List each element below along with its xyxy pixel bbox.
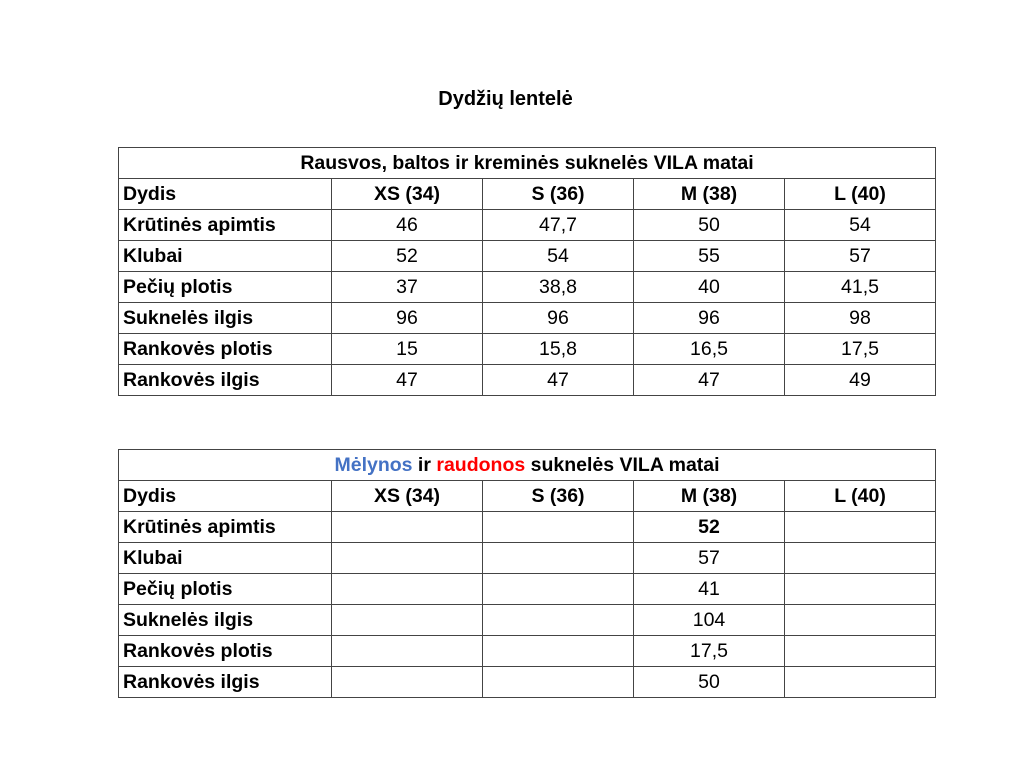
- table-row: [119, 334, 936, 365]
- table-cell: [483, 574, 634, 605]
- table-row: [119, 605, 936, 636]
- size-table-1: [118, 147, 936, 396]
- page-title: Dydžių lentelė: [438, 88, 573, 110]
- table-cell: 49: [785, 365, 936, 396]
- row-label: Pečių plotis: [119, 574, 332, 605]
- table-header-row: [119, 481, 936, 512]
- table-cell: 96: [483, 303, 634, 334]
- table-cell: 96: [332, 303, 483, 334]
- table-cell: [785, 667, 936, 698]
- header-cell: L (40): [785, 179, 936, 210]
- table-row: [119, 636, 936, 667]
- table-cell: 16,5: [634, 334, 785, 365]
- table-caption-row: [119, 450, 936, 481]
- header-cell: S (36): [483, 179, 634, 210]
- table-row: [119, 543, 936, 574]
- caption-color-blue: Mėlynos: [334, 454, 413, 476]
- table-cell: 50: [634, 210, 785, 241]
- header-cell: XS (34): [332, 179, 483, 210]
- table-cell: 15,8: [483, 334, 634, 365]
- table-cell: [785, 605, 936, 636]
- row-label: Klubai: [119, 241, 332, 272]
- row-label: Suknelės ilgis: [119, 605, 332, 636]
- table-cell: [332, 605, 483, 636]
- table-row: [119, 210, 936, 241]
- row-label: Rankovės ilgis: [119, 365, 332, 396]
- header-cell: Dydis: [119, 481, 332, 512]
- table-header-row: [119, 179, 936, 210]
- table-cell: [483, 543, 634, 574]
- table-row: [119, 512, 936, 543]
- table-row: [119, 365, 936, 396]
- caption-text: ir: [412, 454, 437, 476]
- table-cell: [483, 667, 634, 698]
- table-row: [119, 574, 936, 605]
- table-row: [119, 241, 936, 272]
- table-cell: 52: [634, 512, 785, 543]
- header-cell: S (36): [483, 481, 634, 512]
- row-label: Pečių plotis: [119, 272, 332, 303]
- table-cell: 96: [634, 303, 785, 334]
- table-cell: 47: [634, 365, 785, 396]
- header-cell: XS (34): [332, 481, 483, 512]
- table-caption: Rausvos, baltos ir kreminės suknelės VILA matai: [119, 148, 936, 179]
- table-cell: 17,5: [785, 334, 936, 365]
- table-cell: 46: [332, 210, 483, 241]
- table-cell: 55: [634, 241, 785, 272]
- table-cell: 57: [785, 241, 936, 272]
- table-cell: 57: [634, 543, 785, 574]
- row-label: Rankovės plotis: [119, 636, 332, 667]
- table-cell: 38,8: [483, 272, 634, 303]
- header-cell: L (40): [785, 481, 936, 512]
- table-cell: 40: [634, 272, 785, 303]
- table-cell: 52: [332, 241, 483, 272]
- table-row: [119, 272, 936, 303]
- row-label: Krūtinės apimtis: [119, 512, 332, 543]
- row-label: Rankovės plotis: [119, 334, 332, 365]
- table-cell: [483, 636, 634, 667]
- row-label: Suknelės ilgis: [119, 303, 332, 334]
- row-label: Krūtinės apimtis: [119, 210, 332, 241]
- table-cell: 37: [332, 272, 483, 303]
- table-cell: [332, 636, 483, 667]
- table-cell: 47: [483, 365, 634, 396]
- table-cell: 50: [634, 667, 785, 698]
- table-cell: 104: [634, 605, 785, 636]
- table-cell: 17,5: [634, 636, 785, 667]
- table-cell: [785, 543, 936, 574]
- caption-text: suknelės VILA matai: [525, 454, 720, 476]
- table-caption-row: [119, 148, 936, 179]
- table-cell: 15: [332, 334, 483, 365]
- size-table-2: [118, 449, 936, 698]
- table-cell: [785, 636, 936, 667]
- table-cell: 54: [483, 241, 634, 272]
- table-cell: [785, 574, 936, 605]
- header-cell: M (38): [634, 179, 785, 210]
- table-cell: 47,7: [483, 210, 634, 241]
- header-cell: Dydis: [119, 179, 332, 210]
- table-cell: [785, 512, 936, 543]
- table-caption: [119, 450, 936, 481]
- caption-color-red: raudonos: [436, 454, 526, 476]
- table-cell: [332, 667, 483, 698]
- table-cell: 41,5: [785, 272, 936, 303]
- table-cell: 41: [634, 574, 785, 605]
- table-cell: [332, 512, 483, 543]
- table-cell: [332, 543, 483, 574]
- table-cell: [483, 605, 634, 636]
- table-cell: [332, 574, 483, 605]
- table-row: [119, 667, 936, 698]
- table-cell: 98: [785, 303, 936, 334]
- table-cell: 47: [332, 365, 483, 396]
- header-cell: M (38): [634, 481, 785, 512]
- table-cell: [483, 512, 634, 543]
- table-row: [119, 303, 936, 334]
- row-label: Klubai: [119, 543, 332, 574]
- table-cell: 54: [785, 210, 936, 241]
- row-label: Rankovės ilgis: [119, 667, 332, 698]
